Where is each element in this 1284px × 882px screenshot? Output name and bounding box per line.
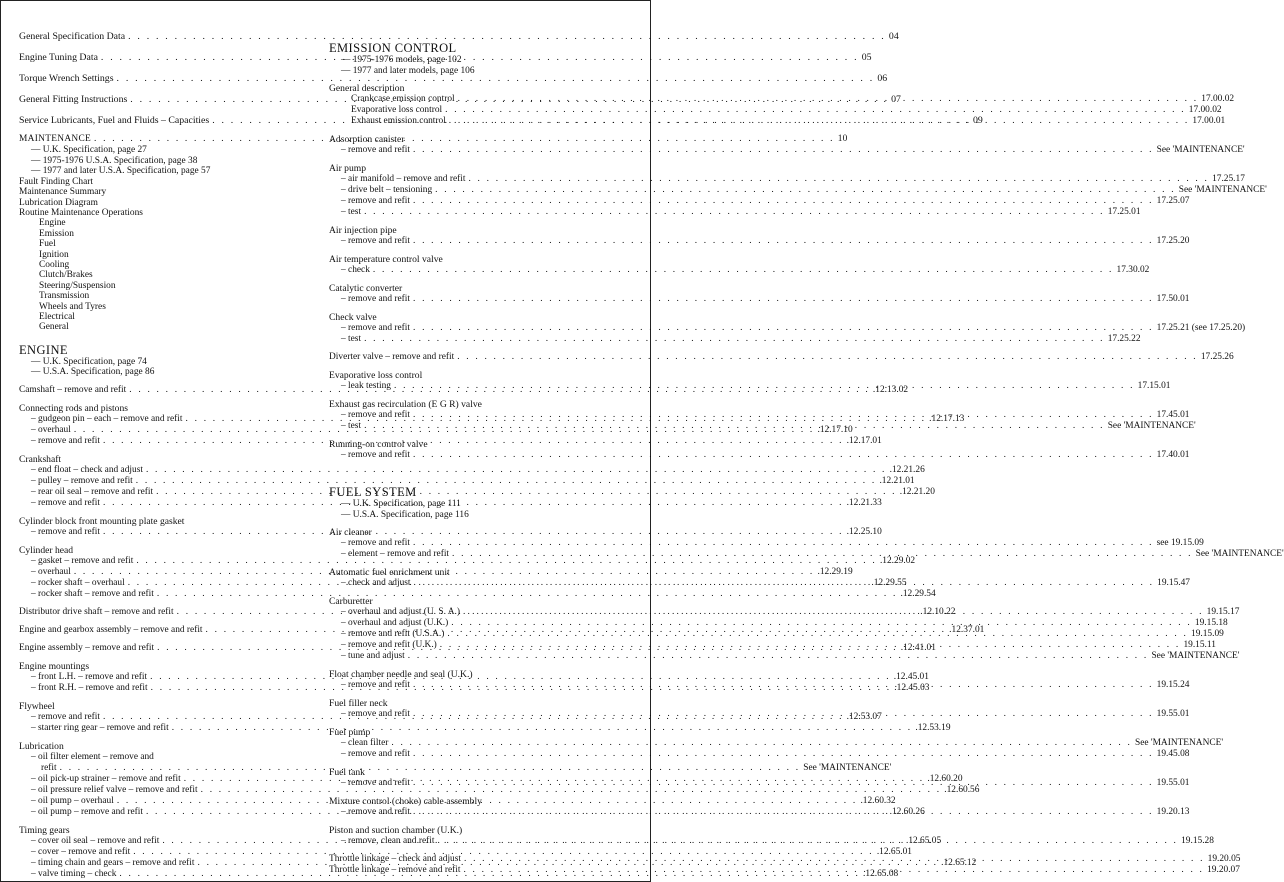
- entry-title: – remove and refit (U.S.A.): [341, 629, 445, 640]
- operation-entry: [19, 465, 925, 476]
- operation-number: 17.25.17: [1212, 174, 1245, 185]
- entry-title: MAINTENANCE: [19, 134, 92, 144]
- entry-title: – rear oil seal – remove and refit: [31, 487, 154, 498]
- maintenance-subitem: Wheels and Tyres: [39, 301, 106, 312]
- entry-title: Crankcase emission control: [351, 94, 455, 105]
- operation-entry: [329, 738, 1224, 749]
- entry-title: refit: [41, 763, 57, 774]
- operation-number: 17.45.01: [1156, 410, 1190, 421]
- entry-title: – remove and refit: [31, 498, 100, 509]
- operation-group: [329, 254, 1150, 276]
- entry-title: Engine and gearbox assembly – remove and refit: [19, 625, 203, 636]
- leader-dots: [413, 778, 1154, 789]
- entry-title: General Fitting Instructions: [19, 94, 128, 105]
- leader-dots: [414, 578, 1155, 589]
- operation-entry: [19, 683, 930, 694]
- group-heading: Catalytic converter: [329, 283, 403, 295]
- entry-title: – remove and refit: [341, 236, 410, 247]
- operation-entry: [19, 556, 916, 567]
- cross-reference: See 'MAINTENANCE': [803, 763, 892, 774]
- entry-title: – check: [341, 265, 370, 276]
- operation-entry: [329, 294, 1190, 305]
- operation-number: .12.13.02: [872, 385, 909, 396]
- group-heading: Engine mountings: [19, 661, 90, 673]
- leader-dots: [391, 738, 1132, 749]
- leader-dots: [464, 854, 1205, 865]
- operation-number: 07: [891, 94, 901, 105]
- operation-entry: [19, 589, 936, 600]
- leader-dots: [413, 538, 1154, 549]
- operation-number: .12.17.01: [846, 436, 882, 447]
- entry-title: – remove and refit: [341, 709, 410, 720]
- operation-entry: [329, 105, 1222, 116]
- operation-number: .12.65.08: [863, 869, 899, 880]
- group-heading: Exhaust gas recirculation (E G R) valve: [329, 399, 482, 411]
- group-heading: Check valve: [329, 312, 377, 324]
- operation-number: 19.15.11: [1183, 640, 1216, 651]
- operation-number: 17.40.01: [1156, 450, 1190, 461]
- operation-entry: [329, 236, 1190, 247]
- group-heading: Fuel pump: [329, 727, 371, 739]
- leader-dots: [463, 607, 1204, 618]
- operation-number: .12.17.10: [817, 425, 853, 436]
- entry-title: – air manifold – remove and refit: [341, 174, 466, 185]
- leader-dots: [449, 116, 1190, 127]
- maintenance-item: Routine Maintenance Operations: [19, 208, 143, 218]
- group-heading: Lubrication: [19, 741, 64, 753]
- group-heading: Mixture control (choke) cable assembly: [329, 796, 482, 808]
- section-heading-engine: ENGINE: [19, 342, 68, 357]
- entry-title: – remove and refit: [341, 323, 410, 334]
- group-heading: Cylinder block front mounting plate gasket: [19, 516, 185, 528]
- entry-title: – front R.H. – remove and refit: [31, 683, 148, 694]
- operation-entry: [329, 749, 1190, 760]
- operation-entry: [329, 334, 1141, 345]
- operation-number: .12.60.20: [927, 774, 963, 785]
- operation-number: .12.21.26: [889, 465, 925, 476]
- operation-group: [329, 352, 1234, 363]
- entry-title: – gudgeon pin – each – remove and refit: [31, 414, 183, 425]
- entry-title: Engine assembly – remove and refit: [19, 643, 155, 654]
- maintenance-item: Maintenance Summary: [19, 187, 107, 198]
- leader-dots: [451, 618, 1192, 629]
- maintenance-subitem: Transmission: [39, 291, 90, 302]
- operation-number: .12.10.22: [920, 607, 956, 618]
- group-heading: Fuel tank: [329, 767, 365, 779]
- leader-dots: [413, 807, 1154, 818]
- operation-number: 17.25.20: [1156, 236, 1190, 247]
- group-heading: Float chamber needle and seal (U.K.): [329, 669, 473, 681]
- operation-number: 19.20.07: [1207, 865, 1240, 876]
- entry-title: – remove and refit: [341, 807, 410, 818]
- entry-title: – oil pump – overhaul: [31, 796, 114, 807]
- top-entry: [19, 73, 888, 85]
- operation-group: [329, 225, 1190, 247]
- entry-title: Diverter valve – remove and refit: [329, 352, 455, 363]
- entry-title: Camshaft – remove and refit: [19, 385, 127, 396]
- entry-title: – remove and refit: [341, 294, 410, 305]
- entry-title: – leak testing: [341, 381, 391, 392]
- entry-title: – oil pick-up strainer – remove and refit: [31, 774, 181, 785]
- entry-title: – remove and refit: [31, 527, 100, 538]
- operation-number: 10: [837, 134, 848, 144]
- operation-number: 19.15.18: [1194, 618, 1228, 629]
- group-heading: Adsorption canister: [329, 134, 405, 146]
- leader-dots: [373, 265, 1114, 276]
- entry-title: – tune and adjust: [341, 651, 405, 662]
- operation-number: 17.00.02: [1188, 105, 1222, 116]
- entry-title: Torque Wrench Settings: [19, 73, 114, 84]
- operation-entry: [329, 651, 1240, 662]
- operation-number: .12.29.02: [879, 556, 916, 567]
- group-heading: Air injection pipe: [329, 225, 397, 237]
- operation-number: 09: [973, 115, 983, 126]
- operation-number: .12.17.13: [929, 414, 965, 425]
- operation-number: 05: [861, 52, 872, 63]
- leader-dots: [413, 450, 1154, 461]
- entry-title: – element – remove and refit: [341, 549, 450, 560]
- group-heading: Running-on control valve: [329, 439, 428, 451]
- entry-title: – remove and refit: [341, 196, 410, 207]
- operation-group: [329, 163, 1267, 218]
- leader-dots: [445, 105, 1186, 116]
- operation-entry: [329, 549, 1284, 560]
- operation-number: .12.60.26: [889, 807, 925, 818]
- group-heading: Air temperature control valve: [329, 254, 443, 266]
- entry-title: – remove and refit: [341, 145, 410, 156]
- operation-number: 17.25.07: [1156, 196, 1190, 207]
- leader-dots: [413, 294, 1154, 305]
- entry-title: – starter ring gear – remove and refit: [31, 723, 169, 734]
- group-heading: Fuel filler neck: [329, 698, 388, 710]
- entry-title: Throttle linkage – check and adjust: [329, 854, 461, 865]
- operation-entry: [329, 538, 1204, 549]
- section-heading-fuel: FUEL SYSTEM: [329, 485, 417, 500]
- maintenance-subitem: Clutch/Brakes: [39, 270, 93, 281]
- entry-title: – valve timing – check: [31, 869, 117, 880]
- leader-dots: [458, 94, 1199, 105]
- entry-title: – remove and refit: [341, 749, 410, 760]
- leader-dots: [435, 185, 1176, 196]
- operation-number: 04: [888, 31, 899, 42]
- operation-entry: [329, 196, 1190, 207]
- operation-entry: [329, 145, 1245, 156]
- leader-dots: [463, 865, 1204, 876]
- operation-number: .12.53.07: [846, 712, 882, 723]
- operation-number: 17.00.02: [1201, 94, 1235, 105]
- maintenance-item: Lubrication Diagram: [19, 197, 98, 208]
- entry-title: – gasket – remove and refit: [31, 556, 134, 567]
- operation-number: 06: [877, 73, 888, 84]
- entry-title: – remove and refit (U.K.): [341, 640, 437, 651]
- operation-number: .12.65.01: [876, 847, 912, 858]
- operation-entry: [329, 265, 1150, 276]
- entry-title: Distributor drive shaft – remove and refit: [19, 607, 174, 618]
- leader-dots: [413, 196, 1154, 207]
- leader-dots: [364, 421, 1105, 432]
- operation-number: 17.25.01: [1107, 207, 1141, 218]
- operation-entry: [19, 785, 980, 796]
- spec-line: — U.S.A. Specification, page 86: [31, 367, 155, 378]
- group-heading: Evaporative loss control: [329, 370, 423, 382]
- operation-entry: [19, 807, 925, 818]
- section-heading-emission: EMISSION CONTROL: [329, 41, 457, 55]
- entry-title: – oil pressure relief valve – remove and refit: [31, 785, 198, 796]
- operation-number: 17.25.21 (see 17.25.20): [1156, 323, 1246, 334]
- entry-title: – drive belt – tensioning: [341, 185, 433, 196]
- cross-reference: See 'MAINTENANCE': [1178, 185, 1267, 196]
- entry-title: – pulley – remove and refit: [31, 476, 133, 487]
- group-heading: Carburetter: [329, 596, 373, 608]
- operation-number: 19.15.28: [1181, 836, 1214, 847]
- operation-number: .12.25.10: [846, 527, 882, 538]
- maintenance-subitem: General: [39, 322, 69, 333]
- entry-title: – end float – check and adjust: [31, 465, 143, 476]
- group-heading: Air cleaner: [329, 527, 372, 539]
- leader-dots: [394, 381, 1135, 392]
- entry-title: – overhaul and adjust (U.K.): [341, 618, 449, 629]
- entry-title: – remove and refit: [31, 712, 100, 723]
- entry-title: – cover – remove and refit: [31, 847, 131, 858]
- entry-title: – remove, clean and refit: [341, 836, 435, 847]
- operation-entry: [329, 450, 1190, 461]
- operation-number: .12.29.19: [817, 567, 853, 578]
- leader-dots: [457, 352, 1198, 363]
- operation-number: .12.60.32: [860, 796, 896, 807]
- operation-group: [329, 312, 1246, 345]
- group-heading: Crankshaft: [19, 454, 62, 466]
- leader-dots: [413, 680, 1154, 691]
- leader-dots: [413, 749, 1154, 760]
- entry-title: – cover oil seal – remove and refit: [31, 836, 160, 847]
- operation-number: .12.37.01: [949, 625, 985, 636]
- group-heading: Automatic fuel enrichment unit: [329, 567, 450, 579]
- operation-group: [329, 283, 1190, 305]
- group-heading: Air pump: [329, 163, 367, 175]
- maintenance-subitem: Electrical: [39, 312, 75, 323]
- entry-title: – overhaul: [31, 425, 71, 436]
- operation-entry: [329, 174, 1245, 185]
- leader-dots: [413, 236, 1154, 247]
- cross-reference: See 'MAINTENANCE': [1156, 145, 1245, 156]
- maintenance-subitem: Emission: [39, 228, 74, 239]
- entry-title: – overhaul: [31, 567, 71, 578]
- operation-number: 17.00.01: [1192, 116, 1226, 127]
- operation-number: .12.41.01: [900, 643, 936, 654]
- entry-title: Engine Tuning Data: [19, 52, 98, 63]
- operation-entry: [19, 712, 882, 723]
- operation-entry: [329, 323, 1246, 334]
- leader-dots: [447, 629, 1188, 640]
- maintenance-subitem: Engine: [39, 218, 66, 229]
- leader-dots: [413, 410, 1154, 421]
- entry-title: – remove and refit: [341, 450, 410, 461]
- operation-number: .12.21.01: [879, 476, 915, 487]
- operation-entry: [329, 352, 1234, 363]
- entry-title: – overhaul and adjust (U. S. A.): [341, 607, 460, 618]
- operation-number: .12.60.56: [944, 785, 980, 796]
- leader-dots: [452, 549, 1193, 560]
- entry-title: – oil filter element – remove and: [31, 752, 154, 763]
- entry-title: Service Lubricants, Fuel and Fluids – Capacities: [19, 115, 210, 126]
- maintenance-subitem: Ignition: [39, 249, 69, 260]
- operation-number: 17.30.02: [1116, 265, 1150, 276]
- maintenance-subitem: Fuel: [39, 239, 56, 250]
- entry-title: Exhaust emission control: [351, 116, 446, 127]
- operation-number: .12.45.03: [894, 683, 930, 694]
- operation-number: 19.15.47: [1157, 578, 1190, 589]
- entry-title: – remove and refit: [341, 680, 410, 691]
- entry-title: – timing chain and gears – remove and refit: [31, 858, 195, 869]
- leader-dots: [437, 836, 1178, 847]
- cross-reference: see 19.15.09: [1156, 538, 1204, 549]
- spec-line: — 1977 and later models, page 106: [341, 65, 475, 76]
- operation-number: 17.50.01: [1156, 294, 1190, 305]
- maintenance-subitem: Cooling: [39, 260, 70, 271]
- entry-title: General Specification Data: [19, 31, 126, 42]
- group-heading: Connecting rods and pistons: [19, 403, 128, 415]
- entry-title: – rocker shaft – remove and refit: [31, 589, 154, 600]
- cross-reference: See 'MAINTENANCE': [1135, 738, 1224, 749]
- operation-number: .12.53.19: [915, 723, 951, 734]
- leader-dots: [364, 334, 1105, 345]
- leader-dots: [413, 145, 1154, 156]
- spec-line: — U.S.A. Specification, page 116: [341, 509, 469, 520]
- maintenance-item: Fault Finding Chart: [19, 176, 93, 187]
- cross-reference: See 'MAINTENANCE': [1195, 549, 1284, 560]
- spec-line: — U.K. Specification, page 27: [31, 145, 147, 155]
- group-heading: Cylinder head: [19, 545, 74, 557]
- group-heading: Flywheel: [19, 701, 55, 713]
- leader-dots: [413, 323, 1154, 334]
- spec-line: — 1975-1976 U.S.A. Specification, page 38: [31, 155, 198, 166]
- leader-dots: [408, 651, 1149, 662]
- entry-title: – remove and refit: [341, 538, 410, 549]
- operation-entry: [19, 476, 915, 487]
- operation-number: 19.20.13: [1156, 807, 1190, 818]
- operation-number: 19.15.17: [1206, 607, 1240, 618]
- entry-title: Throttle linkage – remove and refit: [329, 865, 461, 876]
- entry-title: – front L.H. – remove and refit: [31, 672, 148, 683]
- operation-number: 17.25.26: [1200, 352, 1234, 363]
- leader-dots: [364, 207, 1105, 218]
- operation-number: 19.55.01: [1156, 778, 1190, 789]
- operation-entry: [19, 414, 965, 425]
- operation-entry: [19, 752, 301, 763]
- cross-reference: See 'MAINTENANCE': [1151, 651, 1240, 662]
- entry-title: – check and adjust: [341, 578, 411, 589]
- entry-title: – rocker shaft – overhaul: [31, 578, 125, 589]
- entry-title: – clean filter: [341, 738, 389, 749]
- entry-title: – test: [341, 207, 362, 218]
- operation-number: .12.29.54: [900, 589, 936, 600]
- entry-title: – test: [341, 334, 362, 345]
- operation-number: .12.65.12: [941, 858, 977, 869]
- leader-dots: [413, 709, 1154, 720]
- operation-number: 19.55.01: [1156, 709, 1190, 720]
- spec-line: — 1975-1976 models, page 102: [341, 55, 462, 65]
- maintenance-subitem: Steering/Suspension: [39, 280, 116, 291]
- operation-number: .12.65.05: [905, 836, 942, 847]
- entry-title: – remove and refit: [341, 778, 410, 789]
- operation-entry: [19, 774, 963, 785]
- top-entry: [19, 31, 899, 43]
- leader-dots: [440, 640, 1181, 651]
- operation-number: 19.20.05: [1207, 854, 1241, 865]
- operation-entry: [329, 618, 1228, 629]
- operation-number: .12.45.01: [893, 672, 929, 683]
- operation-number: .12.21.33: [846, 498, 882, 509]
- spec-line: — U.K. Specification, page 74: [31, 356, 147, 367]
- group-heading: Timing gears: [19, 825, 70, 837]
- operation-entry: [329, 185, 1267, 196]
- operation-number: 17.25.22: [1107, 334, 1141, 345]
- leader-dots: [468, 174, 1209, 185]
- operation-number: 19.45.08: [1156, 749, 1190, 760]
- entry-title: – remove and refit: [341, 410, 410, 421]
- entry-title: – remove and refit: [31, 436, 100, 447]
- operation-number: 19.15.09: [1191, 629, 1224, 640]
- group-heading: General description: [329, 83, 405, 95]
- operation-entry: [329, 207, 1141, 218]
- operation-entry: [19, 847, 912, 858]
- operation-number: 17.15.01: [1137, 381, 1171, 392]
- cross-reference: See 'MAINTENANCE': [1107, 421, 1196, 432]
- entry-title: Evaporative loss control: [351, 105, 443, 116]
- group-heading: Piston and suction chamber (U.K.): [329, 825, 463, 837]
- entry-title: – oil pump – remove and refit: [31, 807, 143, 818]
- operation-number: 19.15.24: [1156, 680, 1190, 691]
- spec-line: — U.K. Specification, page 111: [341, 499, 461, 510]
- entry-title: – test: [341, 421, 362, 432]
- spec-line: — 1977 and later U.S.A. Specification, page 57: [31, 166, 211, 177]
- operation-number: .12.29.55: [871, 578, 907, 589]
- operation-number: .12.21.20: [899, 487, 935, 498]
